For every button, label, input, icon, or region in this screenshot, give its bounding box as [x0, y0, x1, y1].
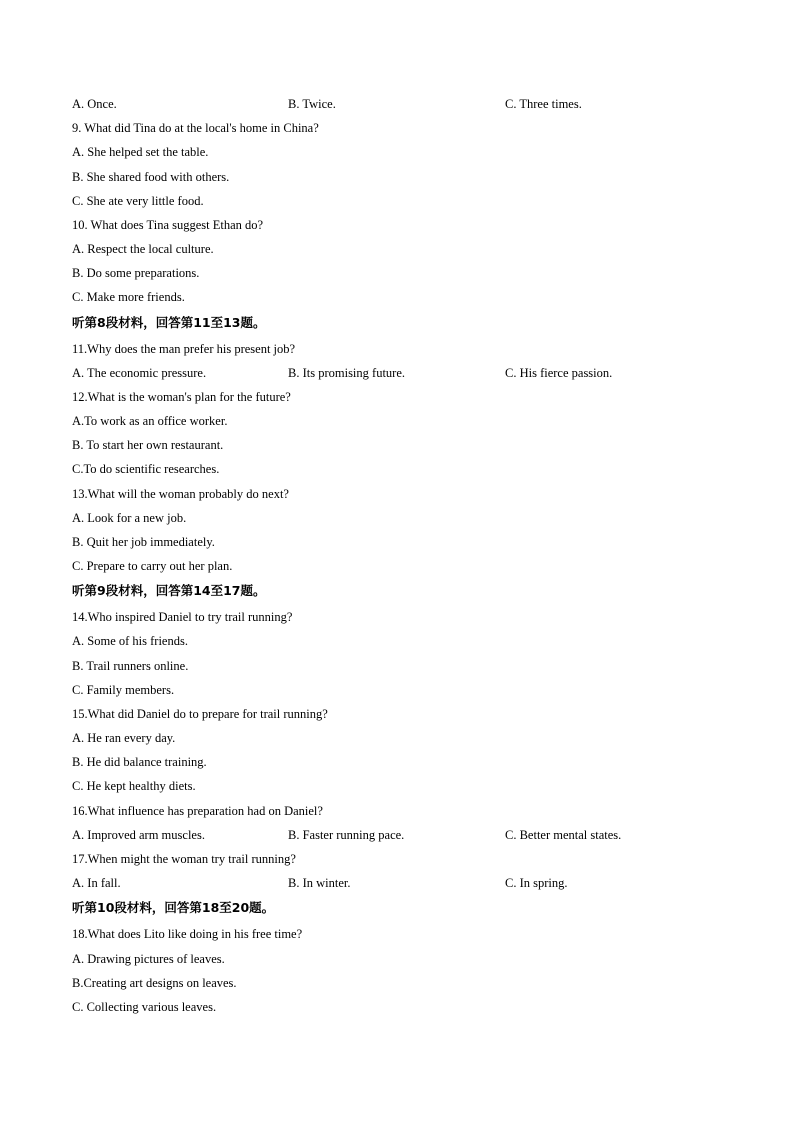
- question-14: 14.Who inspired Daniel to try trail running?: [72, 610, 293, 624]
- q18-option-a: A. Drawing pictures of leaves.: [72, 952, 225, 966]
- q8-option-b: B. Twice.: [288, 97, 336, 111]
- q9-option-c: C. She ate very little food.: [72, 194, 204, 208]
- q12-option-c: C.To do scientific researches.: [72, 462, 220, 476]
- q9-option-b: B. She shared food with others.: [72, 170, 230, 184]
- question-16: 16.What influence has preparation had on Daniel?: [72, 804, 323, 818]
- q17-option-c: C. In spring.: [505, 876, 568, 890]
- question-18: 18.What does Lito like doing in his free time?: [72, 927, 303, 941]
- q15-option-c: C. He kept healthy diets.: [72, 779, 196, 793]
- q12-option-b: B. To start her own restaurant.: [72, 438, 224, 452]
- q16-option-b: B. Faster running pace.: [288, 828, 405, 842]
- q16-option-c: C. Better mental states.: [505, 828, 622, 842]
- q13-option-a: A. Look for a new job.: [72, 511, 187, 525]
- q15-option-a: A. He ran every day.: [72, 731, 176, 745]
- q16-option-a: A. Improved arm muscles.: [72, 828, 205, 842]
- q14-option-b: B. Trail runners online.: [72, 659, 189, 673]
- q12-option-a: A.To work as an office worker.: [72, 414, 228, 428]
- q18-option-c: C. Collecting various leaves.: [72, 1000, 217, 1014]
- q11-option-c: C. His fierce passion.: [505, 366, 613, 380]
- q10-option-c: C. Make more friends.: [72, 290, 185, 304]
- section-heading-9: 听第9段材料，回答第14至17题。: [72, 583, 266, 598]
- q17-option-a: A. In fall.: [72, 876, 121, 890]
- q11-option-a: A. The economic pressure.: [72, 366, 207, 380]
- q9-option-a: A. She helped set the table.: [72, 145, 209, 159]
- q13-option-c: C. Prepare to carry out her plan.: [72, 559, 233, 573]
- q11-option-b: B. Its promising future.: [288, 366, 406, 380]
- q14-option-c: C. Family members.: [72, 683, 175, 697]
- q13-option-b: B. Quit her job immediately.: [72, 535, 215, 549]
- question-13: 13.What will the woman probably do next?: [72, 487, 289, 501]
- q8-option-c: C. Three times.: [505, 97, 582, 111]
- question-12: 12.What is the woman's plan for the future?: [72, 390, 291, 404]
- q18-option-b: B.Creating art designs on leaves.: [72, 976, 237, 990]
- question-9: 9. What did Tina do at the local's home in China?: [72, 121, 319, 135]
- section-heading-8: 听第8段材料，回答第11至13题。: [72, 315, 266, 330]
- question-15: 15.What did Daniel do to prepare for trail running?: [72, 707, 328, 721]
- q10-option-b: B. Do some preparations.: [72, 266, 200, 280]
- q17-option-b: B. In winter.: [288, 876, 351, 890]
- q10-option-a: A. Respect the local culture.: [72, 242, 214, 256]
- q8-option-a: A. Once.: [72, 97, 117, 111]
- question-17: 17.When might the woman try trail running?: [72, 852, 296, 866]
- question-11: 11.Why does the man prefer his present job?: [72, 342, 296, 356]
- question-10: 10. What does Tina suggest Ethan do?: [72, 218, 264, 232]
- q15-option-b: B. He did balance training.: [72, 755, 207, 769]
- q14-option-a: A. Some of his friends.: [72, 634, 188, 648]
- section-heading-10: 听第10段材料，回答第18至20题。: [72, 900, 275, 915]
